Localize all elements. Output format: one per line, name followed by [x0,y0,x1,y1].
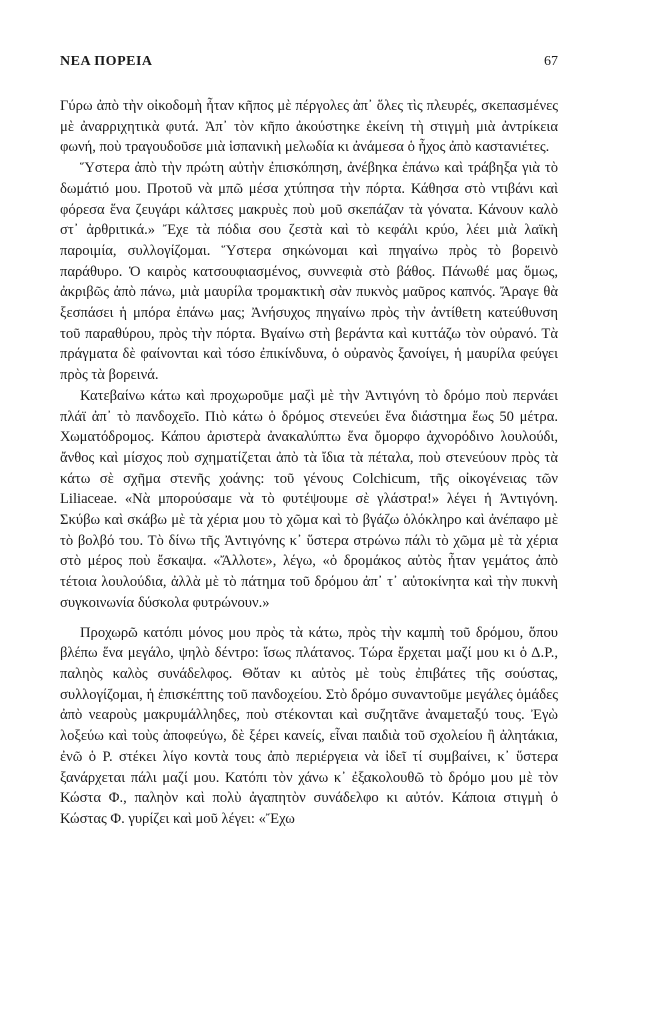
journal-title: ΝΕΑ ΠΟΡΕΙΑ [60,54,153,69]
page-header [60,54,558,70]
body-text [60,96,558,830]
paragraph-3: Κατεβαίνω κάτω καὶ προχωροῦμε μαζὶ μὲ τὴν Ἀντιγόνη τὸ δρόμο ποὺ περνάει πλάϊ ἀπ᾽ τὸ πανδοχεῖο. Πιὸ κάτω ὁ δρόμος στενεύει ἕνα διάστημα ἕως 50 μέτρα. Χωματόδρομος. Κάπου ἀριστερὰ ἀνακαλύπτω ἕνα ὄμορφο ἀχνορόδινο λουλούδι, ἄνθος καὶ μίσχος ποὺ σχηματίζεται ἀπὸ τὰ ἴδια τὰ πέταλα, ποὺ στενεύουν πρὸς τὰ κάτω σὲ σχῆμα στενῆς χοάνης: τοῦ γένους Colchicum, τῆς οἰκογένειας τῶν Liliaceae. «Νὰ μπορούσαμε νὰ τὸ φυτέψουμε σὲ γλάστρα!» λέγει ἡ Ἀντιγόνη. Σκύβω καὶ σκάβω μὲ τὰ χέρια μου τὸ χῶμα καὶ τὸ βγάζω ὁλόκληρο καὶ ἀνέπαφο μὲ τὸ βολβό του. Τὸ δίνω τῆς Ἀντιγόνης κ᾽ ὕστερα στρώνω πάλι τὸ χῶμα μὲ τὰ χέρια στὸ μέρος ποὺ ἔσκαψα. «Ἄλλοτε», λέγω, «ὁ δρομάκος αὐτὸς ἦταν γεμάτος ἀπὸ τέτοια λουλούδια, ἀλλὰ μὲ τὸ πάτημα τοῦ δρόμου ἀπ᾽ τ᾽ αὐτοκίνητα καὶ τὴν πυκνὴ συγκοινωνία δύσκολα φυτρώνουν.» [60,387,558,611]
paragraph-2: Ὕστερα ἀπὸ τὴν πρώτη αὐτὴν ἐπισκόπηση, ἀνέβηκα ἐπάνω καὶ τράβηξα γιὰ τὸ δωμάτιό μου. Προτοῦ νὰ μπῶ μέσα χτύπησα τὴν πόρτα. Κάθησα στὸ ντιβάνι καὶ φόρεσα ἕνα ζευγάρι κάλτσες μακρυὲς ποὺ μοῦ σκεπάζαν τὰ γόνατα. Κάνουν καλὸ στ᾽ ἀρθριτικά.» Ἔχε τὰ πόδια σου ζεστὰ καὶ τὸ κεφάλι κρύο, λέει μιὰ λαϊκὴ παροιμία, συλλογίζομαι. Ὕστερα σηκώνομαι καὶ πηγαίνω πρὸς τὸ βορεινὸ παράθυρο. Ὁ καιρὸς κατσουφιασμένος, συννεφιὰ στὸ βάθος. Πάνωθέ μας ὅμως, ἀκριβῶς ἀπὸ πάνω, μιὰ μαυρίλα τρομακτικὴ σὰν πυκνὸς μαῦρος καπνός. Ἄραγε θὰ ξεσπάσει ἡ μπόρα ἐπάνω μας; Ἀνήσυχος πηγαίνω πρὸς τὴν ἀντίθετη κατεύθυνση τοῦ παραθύρου, πρὸς τὴν πόρτα. Βγαίνω στὴ βεράντα καὶ κυττάζω τὸν οὐρανό. Τὰ πράγματα δὲ φαίνονται καὶ τόσο ἐπικίνδυνα, ὁ οὐρανὸς ξανοίγει, ἡ μαυρίλα φεύγει πρὸς τὰ βορεινά. [60,160,558,384]
paragraph-4: Προχωρῶ κατόπι μόνος μου πρὸς τὰ κάτω, πρὸς τὴν καμπὴ τοῦ δρόμου, ὅπου βλέπω ἕνα μεγάλο, ψηλὸ δέντρο: ἴσως πλάτανος. Τώρα ἔρχεται μαζί μου κι ὁ Δ.Ρ., παληὸς καλὸς συνάδελφος. Θὄταν κι αὐτὸς μὲ τοὺς ἐπιβάτες τῆς σούστας, συλλογίζομαι, ἡ ἐπισκέπτης τοῦ πανδοχείου. Στὸ δρόμο συναντοῦμε μεγάλες ὁμάδες ἀπὸ νεαροὺς μακρυμάλληδες, ποὺ στέκονται καὶ συζητᾶνε ἀναμεταξύ τους. Ἐγὼ λοξεύω καὶ τοὺς ἀποφεύγω, δὲ ξέρει κανείς, εἶναι παιδιὰ τοῦ σχολείου ἢ ἀλητάκια, ἐνῶ ὁ Ρ. στέκει λίγο κοντὰ τους ἀπὸ περιέργεια νὰ ἰδεῖ τί συμβαίνει, κ᾽ ὕστερα ξανάρχεται πάλι μαζί μου. Κατόπι τὸν χάνω κ᾽ ἐξακολουθῶ τὸ δρόμο μου μὲ τὸν Κώστα Φ., παληὸν καὶ πολὺ ἀγαπητὸν συνάδελφο κι αὐτόν. Κάποια στιγμὴ ὁ Κώστας Φ. γυρίζει καὶ μοῦ λέγει: «Ἔχω [60,624,558,827]
page-number: 67 [544,54,558,69]
paragraph-1: Γύρω ἀπὸ τὴν οἰκοδομὴ ἦταν κῆπος μὲ πέργολες ἀπ᾽ ὅλες τὶς πλευρές, σκεπασμένες μὲ ἀναρριχητικὰ φυτά. Ἀπ᾽ τὸν κῆπο ἀκούστηκε ἐκείνη τὴ στιγμὴ μιὰ ἀντρίκεια φωνή, ποὺ τραγουδοῦσε μιὰ ἱσπανικὴ μελωδία κι ἀνάμεσα ὁ ἦχος ἀπὸ καστανιέτες. [60,98,558,156]
